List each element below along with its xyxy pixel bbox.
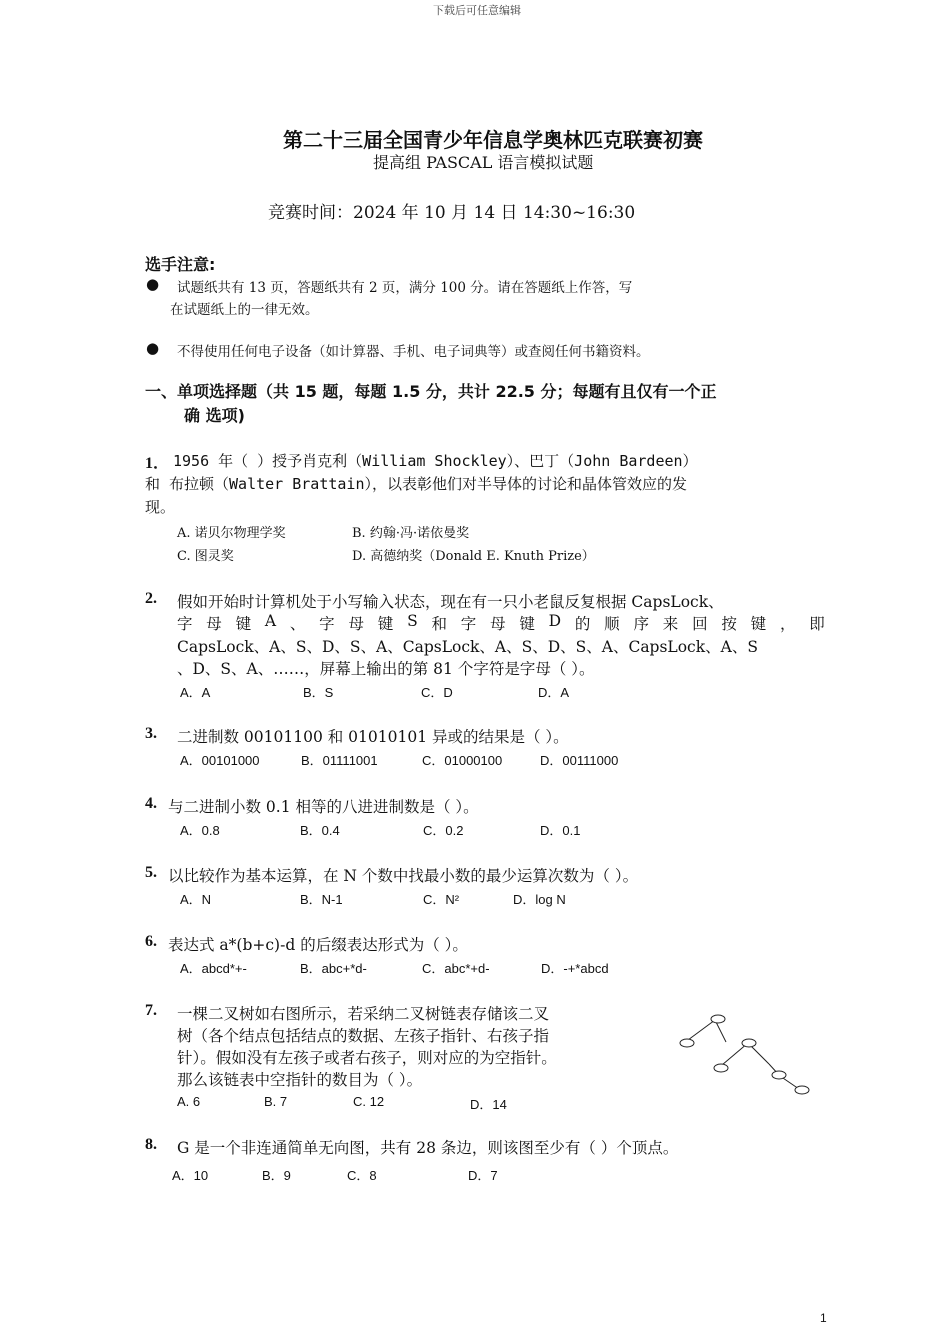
question-text: 1956 年（ ）授予肖克利（William Shockley）、巴丁（John Bardeen） — [173, 452, 698, 470]
question-text: 那么该链表中空指针的数目为（ ）。 — [177, 1071, 423, 1089]
option-b: B．01111001 — [301, 753, 378, 768]
tree-node — [742, 1039, 756, 1047]
option-d: D．0.1 — [540, 823, 581, 838]
notice-item-1-line1: 试题纸共有 13 页，答题纸共有 2 页，满分 100 分。请在答题纸上作答，写 — [177, 280, 633, 296]
option-c: C．D — [421, 685, 453, 700]
question-text: 表达式 a*(b+c)-d 的后缀表达形式为（ ）。 — [168, 936, 468, 954]
option-a: A．00101000 — [180, 753, 260, 768]
tree-node — [714, 1064, 728, 1072]
option-a: A．N — [180, 892, 212, 907]
question-text: 二进制数 00101100 和 01010101 异或的结果是（ ）。 — [177, 728, 569, 746]
exam-subtitle: 提高组 PASCAL 语言模拟试题 — [373, 153, 594, 172]
option-b: B．S — [303, 685, 334, 700]
bullet-icon: ● — [146, 275, 160, 293]
option-a: A．0.8 — [180, 823, 220, 838]
option-d: D. 高德纳奖（Donald E. Knuth Prize） — [352, 549, 595, 564]
page-number: 1 — [820, 1311, 827, 1325]
option-c: C．0.2 — [423, 823, 464, 838]
option-a: A. 6 — [177, 1094, 201, 1109]
question-number: 1． — [145, 455, 170, 472]
question-text: 现。 — [145, 498, 176, 516]
section-heading-line2: 确 选项) — [184, 406, 245, 425]
question-number: 5. — [145, 864, 157, 881]
tree-node — [772, 1071, 786, 1079]
tree-node — [795, 1086, 809, 1094]
section-heading-line1: 一、单项选择题（共 15 题，每题 1.5 分，共计 22.5 分；每题有且仅有一个正 — [145, 382, 717, 401]
question-number: 8. — [145, 1136, 157, 1153]
question-text: 树（各个结点包括结点的数据、左孩子指针、右孩子指 — [177, 1027, 550, 1045]
option-c: C．abc*+d- — [422, 961, 490, 976]
option-b: B．abc+*d- — [300, 961, 367, 976]
tree-node — [711, 1015, 725, 1023]
tree-node — [680, 1039, 694, 1047]
exam-time: 竞赛时间：2024 年 10 月 14 日 14:30~16:30 — [268, 203, 636, 223]
option-c: C. 12 — [353, 1094, 385, 1109]
option-b: B. 约翰·冯·诺依曼奖 — [352, 526, 470, 541]
option-c: C．8 — [347, 1168, 377, 1183]
option-a: A. 诺贝尔物理学奖 — [177, 526, 286, 541]
option-b: B. 7 — [264, 1094, 288, 1109]
option-d: D．A — [538, 685, 570, 700]
option-a: A．abcd*+- — [180, 961, 247, 976]
option-c: C．01000100 — [422, 753, 503, 768]
option-d: D．14 — [470, 1097, 507, 1112]
question-text: 以比较作为基本运算，在 N 个数中找最小数的最少运算次数为（ ）。 — [168, 867, 639, 885]
option-d: D．00111000 — [540, 753, 619, 768]
question-text: 假如开始时计算机处于小写输入状态，现在有一只小老鼠反复根据 CapsLock、 — [177, 593, 724, 611]
option-d: D．7 — [468, 1168, 498, 1183]
option-b: B．N-1 — [300, 892, 343, 907]
question-text: 针）。假如没有左孩子或者右孩子，则对应的为空指针。 — [177, 1049, 557, 1067]
notice-heading: 选手注意: — [145, 255, 216, 274]
option-b: B．0.4 — [300, 823, 340, 838]
question-number: 3. — [145, 725, 157, 742]
question-text-justified: 字 母 键 A 、 字 母 键 S 和 字 母 键 D 的 顺 序 来 回 按 键 ， 即 — [177, 612, 825, 633]
option-d: D．log N — [513, 892, 566, 907]
question-text: 一棵二叉树如右图所示，若采纳二叉树链表存储该二叉 — [177, 1005, 550, 1023]
exam-title: 第二十三届全国青少年信息学奥林匹克联赛初赛 — [283, 128, 703, 152]
option-a: A．10 — [172, 1168, 209, 1183]
question-number: 4. — [145, 795, 157, 812]
question-number: 7. — [145, 1002, 157, 1019]
question-text: 、D、S、A、……，屏幕上输出的第 81 个字符是字母（ ）。 — [177, 660, 595, 678]
question-text: 与二进制小数 0.1 相等的八进进制数是（ ）。 — [168, 798, 479, 816]
option-b: B．9 — [262, 1168, 291, 1183]
bullet-icon: ● — [146, 339, 160, 357]
download-note: 下载后可任意编辑 — [433, 4, 521, 17]
option-c: C．N² — [423, 892, 460, 907]
tree-edge — [688, 1020, 715, 1040]
option-a: A．A — [180, 685, 211, 700]
question-text: G 是一个非连通简单无向图，共有 28 条边，则该图至少有（ ）个顶点。 — [177, 1139, 679, 1157]
question-text: CapsLock、A、S、D、S、A、CapsLock、A、S、D、S、A、CapsLock、A、S — [177, 638, 758, 656]
option-c: C. 图灵奖 — [177, 549, 234, 564]
question-text: 和 布拉顿（Walter Brattain），以表彰他们对半导体的讨论和晶体管效应的发 — [145, 475, 687, 493]
option-d: D．-+*abcd — [541, 961, 609, 976]
question-number: 6. — [145, 933, 157, 950]
question-number: 2. — [145, 590, 157, 607]
binary-tree-diagram — [670, 1010, 820, 1100]
notice-item-1-line2: 在试题纸上的一律无效。 — [170, 302, 319, 318]
notice-item-2: 不得使用任何电子设备（如计算器、手机、电子词典等）或查阅任何书籍资料。 — [177, 344, 650, 360]
